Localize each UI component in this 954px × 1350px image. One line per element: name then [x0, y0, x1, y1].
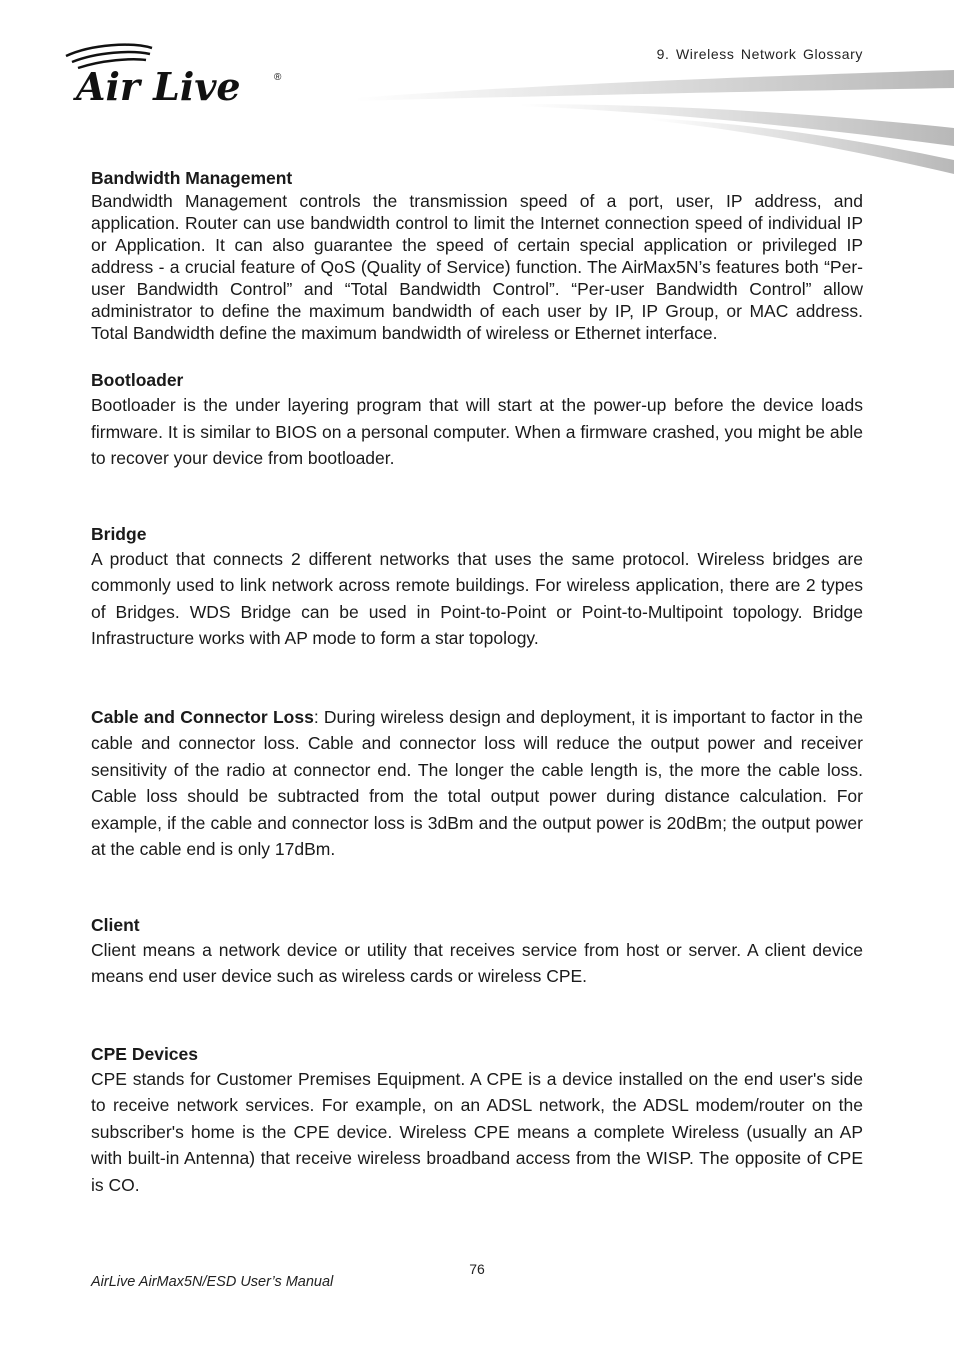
registered-mark: ®: [274, 72, 282, 83]
airlive-logo: [62, 40, 292, 110]
term-cpe-devices: CPE Devices: [91, 1043, 199, 1064]
glossary-content: [91, 166, 863, 1198]
page-number: 76: [469, 1261, 485, 1277]
definition-bandwidth-management: Bandwidth Management controls the transmission speed of a port, user, IP address, and application. Router can use bandwidth control to limit the Internet connection speed of individual IP or Application. It can also guarantee the speed of certain special application or privileged IP address - a crucial feature of QoS (Quality of Service) function. The AirMax5N’s features both “Per-user Bandwidth Control” and “Total Bandwidth Control”. “Per-user Bandwidth Control” allow administrator to define the maximum bandwidth of each user by IP, IP Group, or MAC address. Total Bandwidth define the maximum bandwidth of wireless or Ethernet interface.: [91, 191, 863, 343]
term-bandwidth-management: Bandwidth Management: [91, 168, 293, 188]
definition-client: Client means a network device or utility that receives service from host or server. A client device means end user device such as wireless cards or wireless CPE.: [91, 939, 863, 986]
definition-cable-connector-loss: [91, 704, 863, 863]
definition-cable-connector-loss-text: : During wireless design and deployment, it is important to factor in the cable and connector loss. Cable and connector loss will reduce the output power and receiver sensitivity of the radio at connector end. The longer the cable length is, the more the cable loss. Cable loss should be subtracted from the total output power during distance calculation. For example, if the cable and connector loss is 3dBm and the output power is 20dBm; the output power at the cable end is only 17dBm.: [91, 706, 864, 859]
term-client: Client: [91, 914, 140, 935]
definition-bootloader: Bootloader is the under layering program that will start at the power-up before the device loads firmware. It is similar to BIOS on a personal computer. When a firmware crashed, you might be able to recover your device from bootloader.: [91, 395, 863, 468]
definition-cpe-devices: CPE stands for Customer Premises Equipment. A CPE is a device installed on the end user's side to receive network services. For example, on an ADSL network, the ADSL modem/router on the subscriber's home is the CPE device. Wireless CPE means a complete Wireless (usually an AP with built-in Antenna) that receive wireless broadband access from the WISP. The opposite of CPE is CO.: [91, 1068, 863, 1195]
logo-text: Air Live: [76, 64, 241, 109]
definition-bridge: A product that connects 2 different networks that uses the same protocol. Wireless bridges are commonly used to link network across remote buildings. For wireless application, there are 2 types of Bridges. WDS Bridge can be used in Point-to-Point or Point-to-Multipoint topology. Bridge Infrastructure works with AP mode to form a star topology.: [91, 548, 863, 648]
term-bootloader: Bootloader: [91, 370, 184, 390]
chapter-title: 9. Wireless Network Glossary: [656, 46, 863, 62]
term-cable-connector-loss: Cable and Connector Loss: [91, 706, 314, 727]
term-bridge: Bridge: [91, 523, 147, 544]
manual-title: AirLive AirMax5N/ESD User’s Manual: [91, 1274, 334, 1290]
